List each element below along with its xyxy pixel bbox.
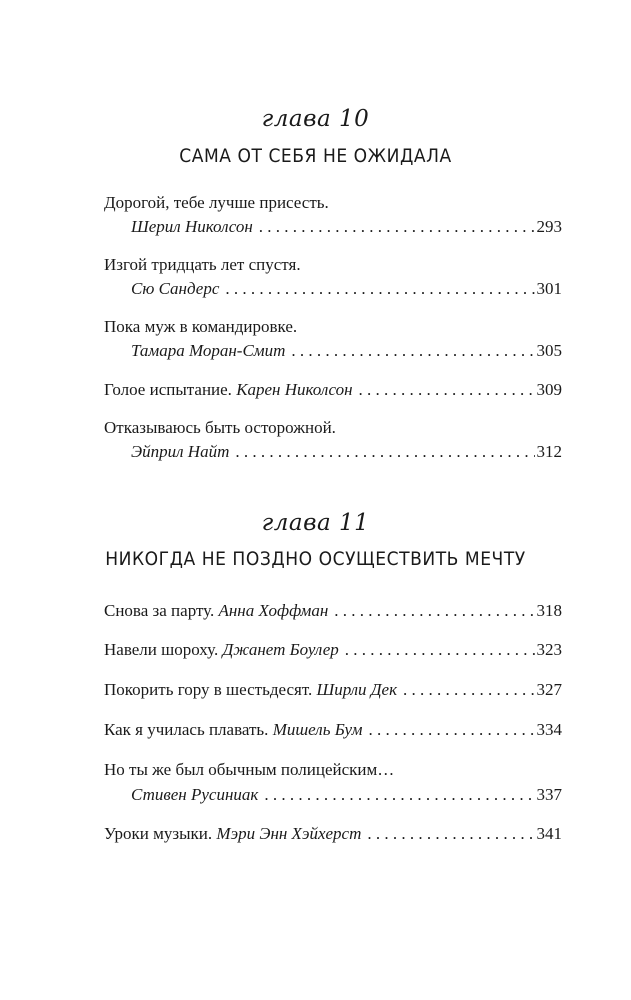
entry-author: Джанет Боулер <box>222 640 339 659</box>
leader-dots <box>369 720 535 740</box>
chapter-title: НИКОГДА НЕ ПОЗДНО ОСУЩЕСТВИТЬ МЕЧТУ <box>105 548 526 570</box>
page-number: 334 <box>536 720 562 739</box>
toc-entry-title <box>104 418 562 438</box>
entry-title: Изгой тридцать лет спустя. <box>104 255 301 274</box>
entry-author: Ширли Дек <box>316 680 398 699</box>
entry-title: Снова за парту. <box>104 601 215 620</box>
leader-dots <box>225 279 534 299</box>
entry-title: Навели шороху. <box>104 640 219 659</box>
entry-author: Мишель Бум <box>272 720 363 739</box>
toc-entry-single-line[interactable] <box>104 640 562 660</box>
leader-dots <box>367 824 534 844</box>
entry-title: Голое испытание. <box>104 380 232 399</box>
toc-entry-single-line[interactable] <box>104 720 562 740</box>
toc-entry-title <box>104 193 562 213</box>
leader-dots <box>334 601 534 621</box>
leader-dots <box>264 785 534 805</box>
leader-dots <box>259 217 535 237</box>
page-number: 341 <box>536 824 562 843</box>
entry-author: Сю Сандерс <box>131 279 220 298</box>
page-number: 337 <box>536 785 562 804</box>
chapter-label: глава 11 <box>261 510 370 536</box>
chapter-label: глава 10 <box>261 106 370 132</box>
toc-entry-title <box>104 255 562 275</box>
entry-title: Отказываюсь быть осторожной. <box>104 418 336 437</box>
leader-dots <box>235 442 534 462</box>
page-number: 301 <box>536 279 562 298</box>
toc-entry-single-line[interactable] <box>104 380 562 400</box>
entry-author: Карен Николсон <box>236 380 353 399</box>
page-number: 327 <box>536 680 562 699</box>
page-number: 309 <box>536 380 562 399</box>
entry-author: Анна Хоффман <box>218 601 329 620</box>
toc-entry-single-line[interactable] <box>104 601 562 621</box>
entry-author: Шерил Николсон <box>131 217 253 236</box>
toc-entry-author-line[interactable] <box>131 217 562 237</box>
toc-entry-title <box>104 317 562 337</box>
entry-title: Но ты же был обычным полицейским… <box>104 760 395 779</box>
chapter-title: САМА ОТ СЕБЯ НЕ ОЖИДАЛА <box>179 145 452 167</box>
page-number: 318 <box>536 601 562 620</box>
toc-entry-author-line[interactable] <box>131 785 562 805</box>
toc-entry-single-line[interactable] <box>104 824 562 844</box>
entry-author: Тамара Моран-Смит <box>131 341 286 360</box>
leader-dots <box>345 640 535 660</box>
toc-entry-author-line[interactable] <box>131 442 562 462</box>
toc-entry-title <box>104 760 562 780</box>
entry-title: Дорогой, тебе лучше присесть. <box>104 193 329 212</box>
toc-entry-single-line[interactable] <box>104 680 562 700</box>
entry-title: Как я училась плавать. <box>104 720 269 739</box>
toc-entry-author-line[interactable] <box>131 279 562 299</box>
entry-title: Покорить гору в шестьдесят. <box>104 680 313 699</box>
leader-dots <box>359 380 535 400</box>
page-number: 312 <box>536 442 562 461</box>
leader-dots <box>403 680 534 700</box>
entry-title: Уроки музыки. <box>104 824 213 843</box>
leader-dots <box>291 341 534 361</box>
entry-author: Стивен Русиниак <box>131 785 259 804</box>
entry-title: Пока муж в командировке. <box>104 317 298 336</box>
page-number: 323 <box>536 640 562 659</box>
entry-author: Эйприл Найт <box>131 442 230 461</box>
entry-author: Мэри Энн Хэйхерст <box>216 824 362 843</box>
page-number: 305 <box>536 341 562 360</box>
page-number: 293 <box>536 217 562 236</box>
toc-entry-author-line[interactable] <box>131 341 562 361</box>
